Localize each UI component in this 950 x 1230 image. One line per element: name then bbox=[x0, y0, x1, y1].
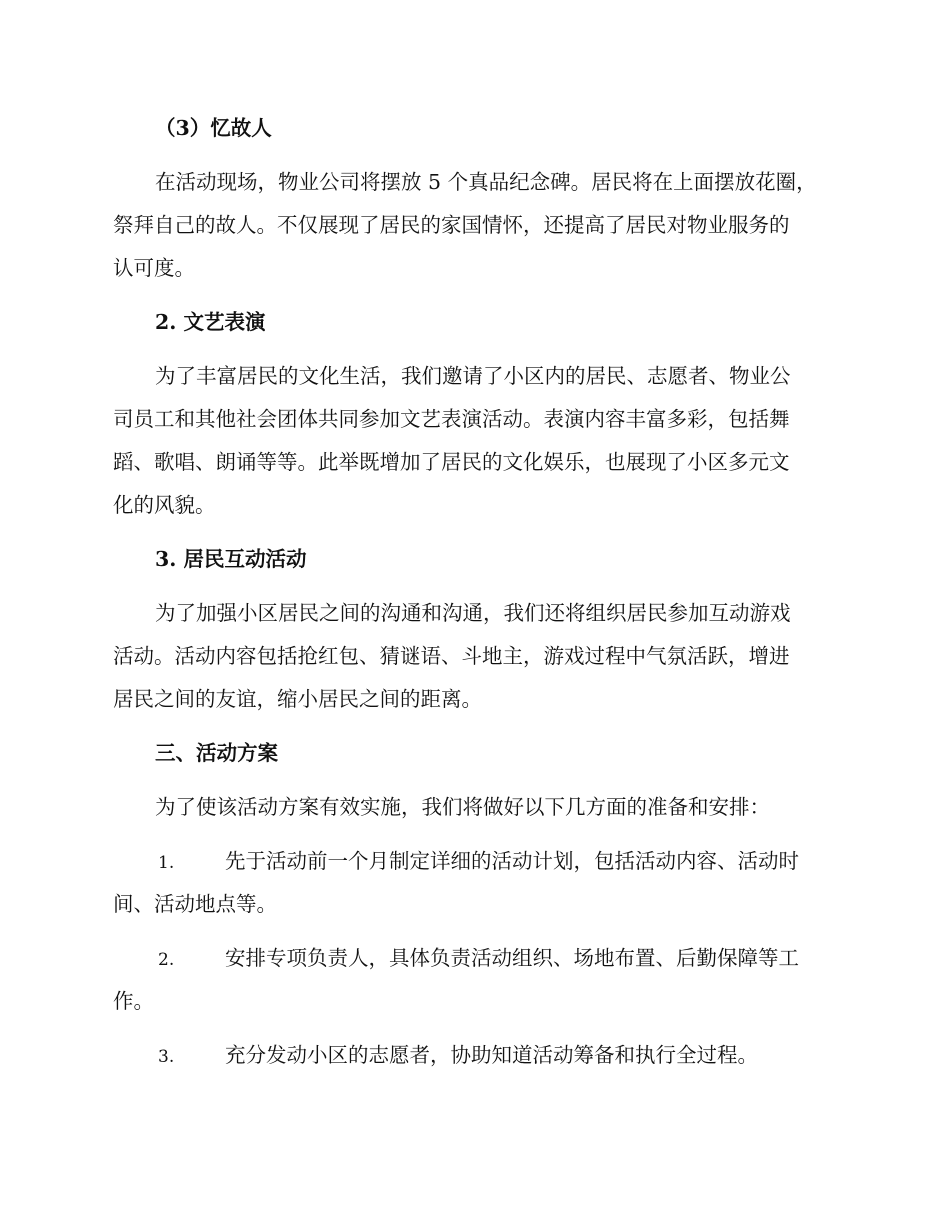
paragraph-line: 为了丰富居民的文化生活，我们邀请了小区内的居民、志愿者、物业公 bbox=[155, 364, 791, 388]
list-item-number: 1. bbox=[158, 853, 175, 873]
list-item-number: 3. bbox=[158, 1047, 175, 1067]
list-item-text: 安排专项负责人，具体负责活动组织、场地布置、后勤保障等工 bbox=[225, 946, 799, 970]
paragraph-line: 祭拜自己的故人。不仅展现了居民的家国情怀，还提高了居民对物业服务的 bbox=[113, 213, 790, 237]
paragraph-line: 为了加强小区居民之间的沟通和沟通，我们还将组织居民参加互动游戏 bbox=[155, 601, 791, 625]
paragraph-line: 为了使该活动方案有效实施，我们将做好以下几方面的准备和安排： bbox=[155, 795, 770, 819]
paragraph-line: 认可度。 bbox=[113, 256, 195, 280]
list-item-continuation: 间、活动地点等。 bbox=[113, 892, 277, 916]
section-heading: 2. 文艺表演 bbox=[155, 310, 266, 334]
paragraph-line: 化的风貌。 bbox=[113, 493, 216, 517]
paragraph-line: 司员工和其他社会团体共同参加文艺表演活动。表演内容丰富多彩，包括舞 bbox=[113, 407, 790, 431]
section-heading: 3. 居民互动活动 bbox=[155, 547, 307, 571]
list-item-text: 充分发动小区的志愿者，协助知道活动筹备和执行全过程。 bbox=[225, 1043, 758, 1067]
paragraph-line: 居民之间的友谊，缩小居民之间的距离。 bbox=[113, 687, 482, 711]
list-item-continuation: 作。 bbox=[113, 989, 154, 1013]
paragraph-line: 蹈、歌唱、朗诵等等。此举既增加了居民的文化娱乐，也展现了小区多元文 bbox=[113, 450, 790, 474]
section-heading: （3）忆故人 bbox=[155, 116, 272, 140]
paragraph-line: 活动。活动内容包括抢红包、猜谜语、斗地主，游戏过程中气氛活跃，增进 bbox=[113, 644, 790, 668]
section-heading: 三、活动方案 bbox=[155, 741, 278, 765]
paragraph-line: 在活动现场，物业公司将摆放 5 个真品纪念碑。居民将在上面摆放花圈， bbox=[155, 170, 817, 194]
list-item-text: 先于活动前一个月制定详细的活动计划，包括活动内容、活动时 bbox=[225, 849, 799, 873]
list-item-number: 2. bbox=[158, 950, 175, 970]
